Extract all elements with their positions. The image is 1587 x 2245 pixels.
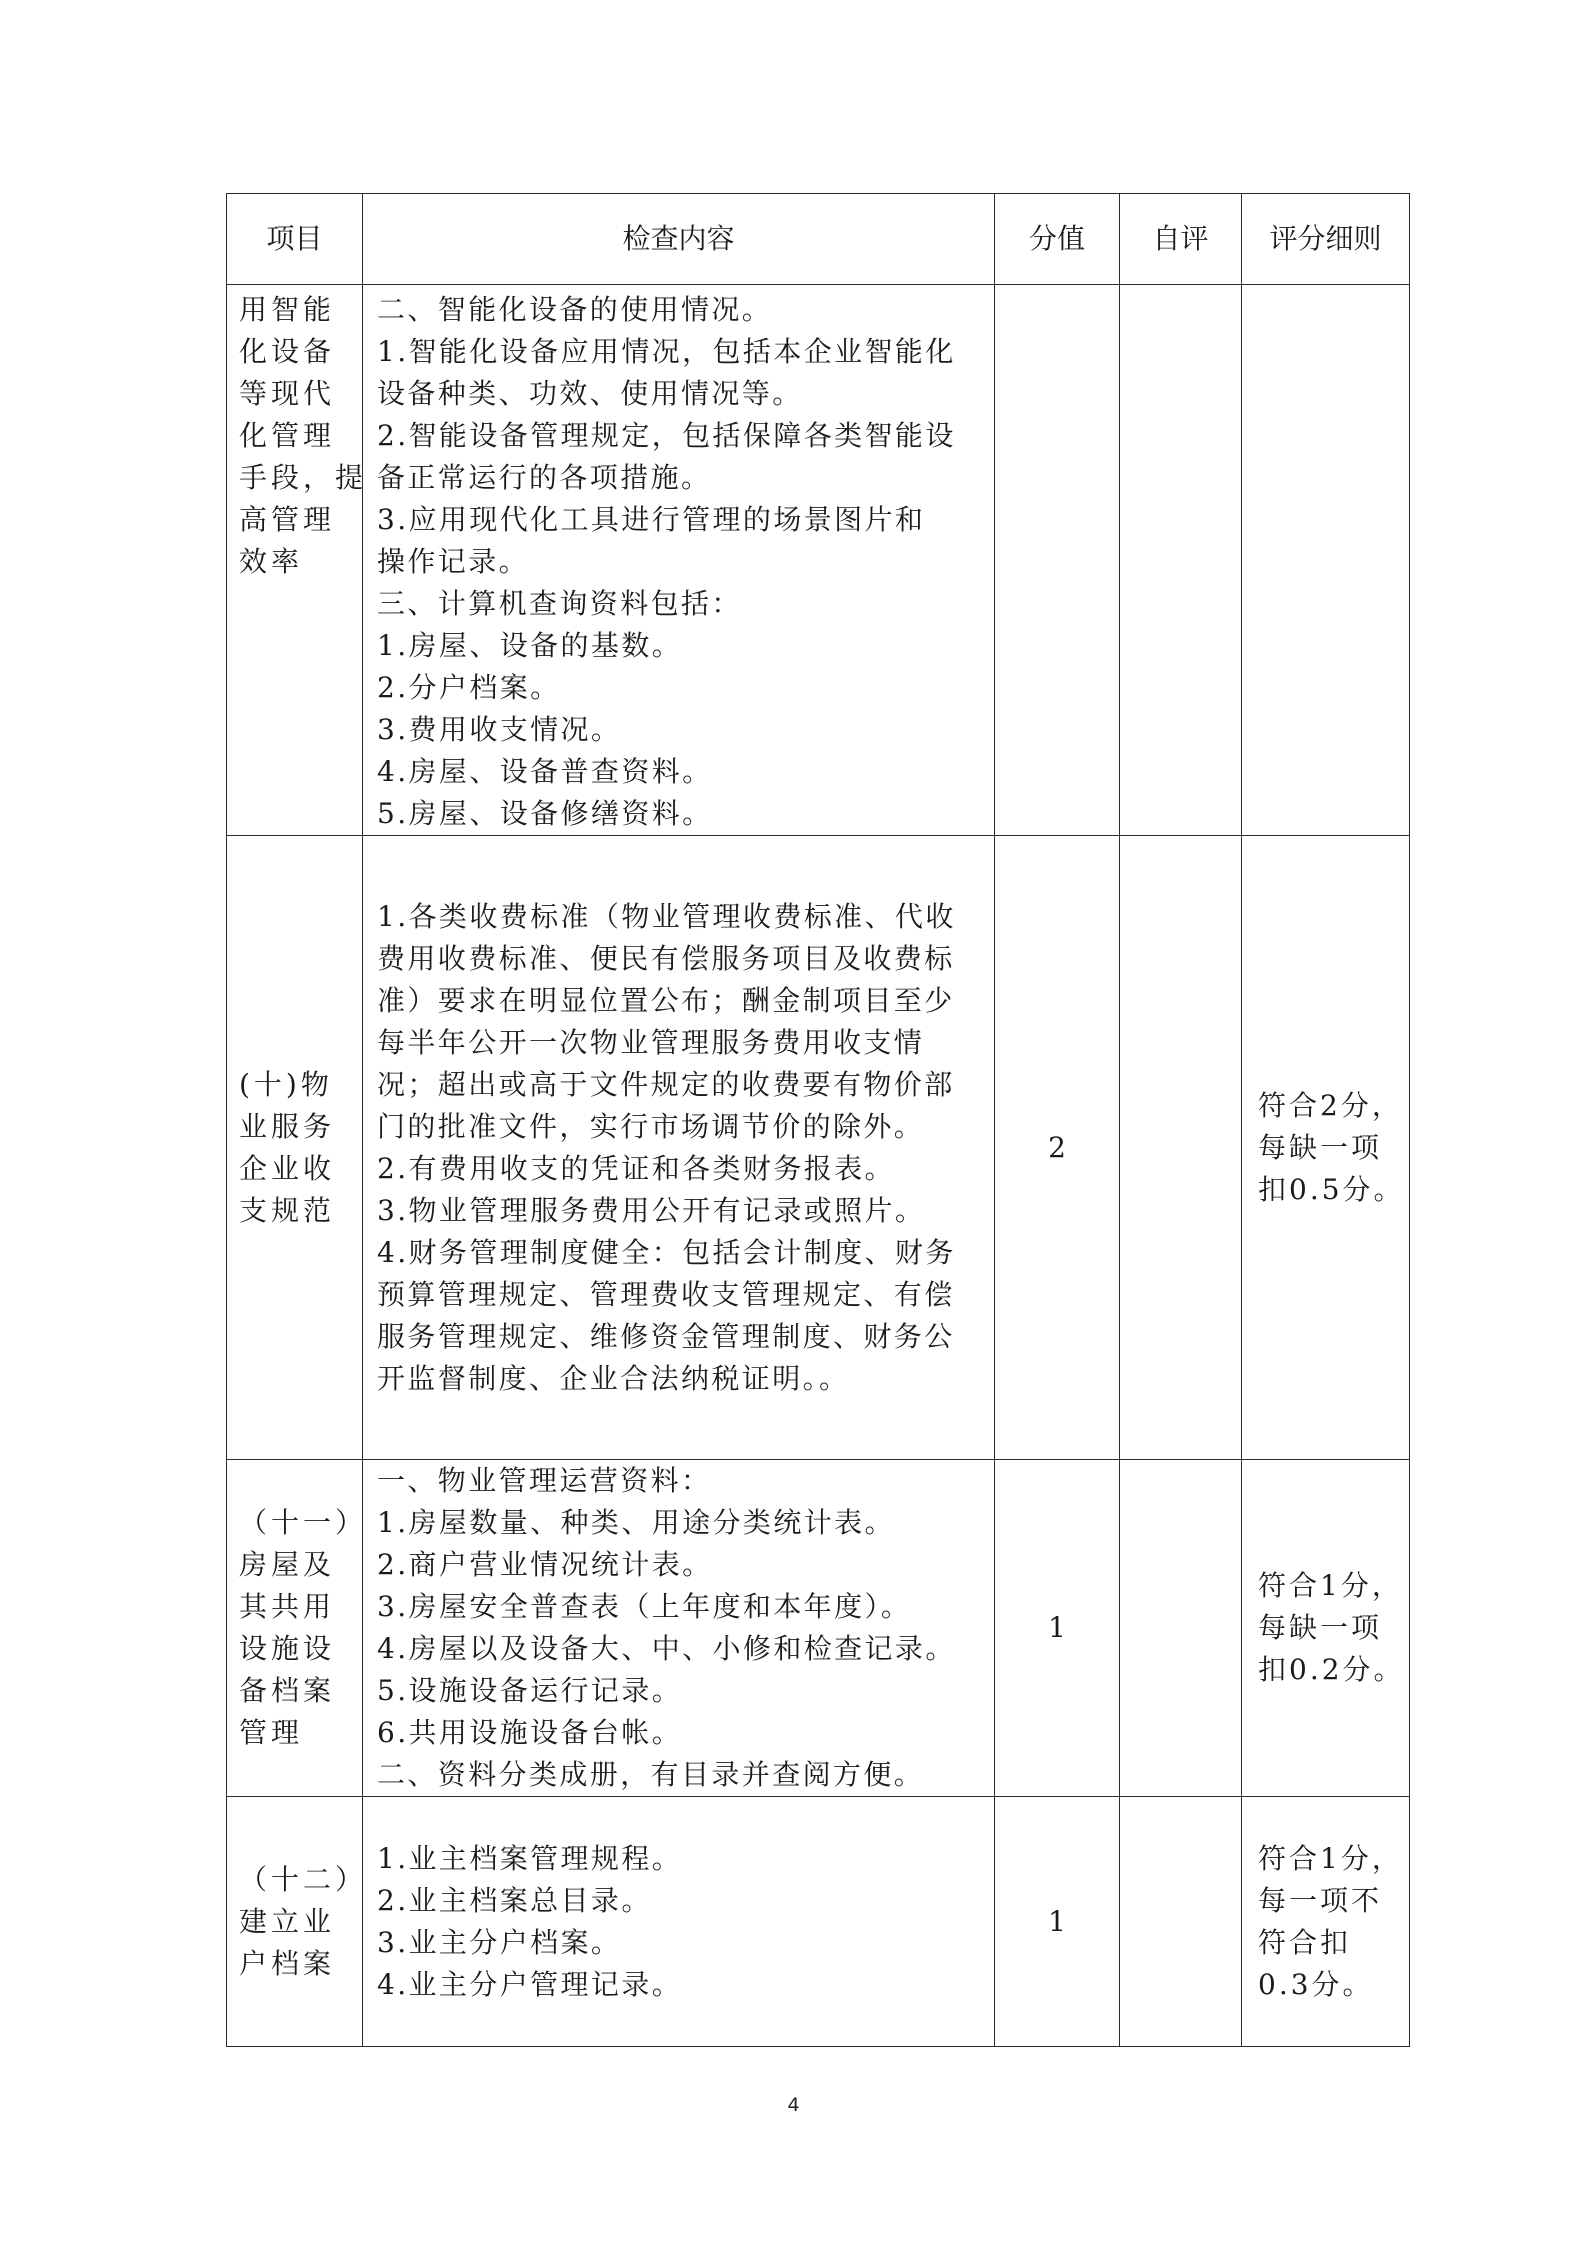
score-cell: 2 [995, 836, 1120, 1460]
table-row [227, 285, 1410, 836]
header-score: 分值 [995, 194, 1120, 285]
text-line: 支规范 [239, 1193, 336, 1227]
text-line: 户档案 [239, 1946, 336, 1980]
table-row [227, 1797, 1410, 2047]
text-line: 扣0.5分。 [1258, 1172, 1405, 1206]
table-row [227, 836, 1410, 1460]
text-line: 符合1分， [1258, 1569, 1403, 1602]
text-line: 况；超出或高于文件规定的收费要有物价部 [377, 1067, 955, 1101]
text-line: （十一） [239, 1506, 368, 1539]
content-cell [363, 1460, 995, 1797]
text-line: 4.业主分户管理记录。 [377, 1967, 683, 2001]
text-line: 4.财务管理制度健全：包括会计制度、财务 [377, 1235, 956, 1269]
text-line: 设备种类、功效、使用情况等。 [377, 377, 803, 410]
text-line: 备档案 [239, 1674, 336, 1707]
text-line: 2.智能设备管理规定，包括保障各类智能设 [377, 419, 956, 452]
text-line: 开监督制度、企业合法纳税证明。。 [377, 1361, 850, 1395]
text-line: 化设备 [239, 335, 336, 368]
text-line: 1.房屋、设备的基数。 [377, 629, 683, 662]
text-line: 效率 [239, 545, 304, 578]
text-line: 门的批准文件，实行市场调节价的除外。 [377, 1109, 925, 1143]
self-evaluation-cell[interactable] [1120, 1460, 1242, 1797]
content-cell [363, 1797, 995, 2047]
text-line: 符合2分， [1258, 1088, 1403, 1122]
text-line: 每一项不 [1258, 1883, 1383, 1917]
text-line: 2.有费用收支的凭证和各类财务报表。 [377, 1151, 895, 1185]
text-line: 准）要求在明显位置公布；酬金制项目至少 [377, 983, 955, 1017]
header-content: 检查内容 [363, 194, 995, 285]
text-line: 每缺一项 [1258, 1130, 1383, 1164]
text-line: 备正常运行的各项措施。 [377, 461, 712, 494]
table-header-row [227, 194, 1410, 285]
text-line: 业服务 [239, 1109, 336, 1143]
text-line: 1.房屋数量、种类、用途分类统计表。 [377, 1506, 895, 1539]
content-cell [363, 836, 995, 1460]
page-number: 4 [787, 2094, 800, 2116]
item-cell [227, 1797, 368, 2047]
header-item: 项目 [227, 194, 363, 285]
text-line: 3.物业管理服务费用公开有记录或照片。 [377, 1193, 926, 1227]
score-cell: 1 [995, 1797, 1120, 2047]
text-line: 扣0.2分。 [1258, 1653, 1405, 1686]
text-line: 1.智能化设备应用情况，包括本企业智能化 [377, 335, 956, 368]
text-line: 一、物业管理运营资料： [377, 1464, 712, 1497]
text-line: 2.商户营业情况统计表。 [377, 1548, 713, 1581]
item-cell [227, 1460, 368, 1797]
table-row [227, 1460, 1410, 1797]
text-line: 等现代 [239, 377, 336, 410]
scoring-rule-cell [1242, 836, 1410, 1460]
text-line: 3.业主分户档案。 [377, 1925, 622, 1959]
text-line: 1.业主档案管理规程。 [377, 1841, 683, 1875]
text-line: 操作记录。 [377, 545, 530, 578]
text-line: 化管理 [239, 419, 336, 452]
text-line: 费用收费标准、便民有偿服务项目及收费标 [377, 941, 955, 975]
text-line: （十二） [239, 1862, 368, 1896]
text-line: 每缺一项 [1258, 1611, 1383, 1644]
header-scoring-rules: 评分细则 [1242, 194, 1410, 285]
text-line: 三、计算机查询资料包括： [377, 587, 742, 620]
text-line: 6.共用设施设备台帐。 [377, 1716, 683, 1749]
text-line: 2.分户档案。 [377, 671, 561, 704]
item-cell [227, 285, 368, 836]
text-line: 建立业 [239, 1904, 336, 1938]
content-cell [363, 285, 995, 836]
text-line: 3.费用收支情况。 [377, 713, 622, 746]
text-line: 其共用 [239, 1590, 336, 1623]
text-line: 符合1分， [1258, 1841, 1403, 1875]
text-line: 二、资料分类成册，有目录并查阅方便。 [377, 1758, 925, 1791]
text-line: 5.设施设备运行记录。 [377, 1674, 683, 1707]
score-cell [995, 285, 1120, 836]
text-line: 每半年公开一次物业管理服务费用收支情 [377, 1025, 925, 1059]
text-line: 房屋及 [239, 1548, 336, 1581]
text-line: 管理 [239, 1716, 304, 1749]
self-evaluation-cell[interactable] [1120, 1797, 1242, 2047]
text-line: 二、智能化设备的使用情况。 [377, 293, 773, 326]
scoring-rule-cell [1242, 1460, 1410, 1797]
text-line: 高管理 [239, 503, 336, 536]
text-line: 4.房屋、设备普查资料。 [377, 755, 713, 788]
text-line: 5.房屋、设备修缮资料。 [377, 797, 713, 830]
text-line: 符合扣 [1258, 1925, 1352, 1959]
text-line: 3.应用现代化工具进行管理的场景图片和 [377, 503, 926, 536]
text-line: 企业收 [239, 1151, 336, 1185]
text-line: 预算管理规定、管理费收支管理规定、有偿 [377, 1277, 955, 1311]
text-line: 0.3分。 [1258, 1967, 1374, 2001]
scoring-rule-cell [1242, 1797, 1410, 2047]
score-cell: 1 [995, 1460, 1120, 1797]
text-line: 1.各类收费标准（物业管理收费标准、代收 [377, 899, 956, 933]
inspection-table [226, 193, 1410, 2047]
self-evaluation-cell[interactable] [1120, 836, 1242, 1460]
header-self-evaluation: 自评 [1120, 194, 1242, 285]
text-line: 用智能 [239, 293, 336, 326]
text-line: 2.业主档案总目录。 [377, 1883, 652, 1917]
text-line: 手段，提 [239, 461, 368, 494]
text-line: (十)物 [239, 1067, 333, 1101]
text-line: 4.房屋以及设备大、中、小修和检查记录。 [377, 1632, 956, 1665]
text-line: 3.房屋安全普查表（上年度和本年度）。 [377, 1590, 912, 1623]
text-line: 服务管理规定、维修资金管理制度、财务公 [377, 1319, 955, 1353]
self-evaluation-cell[interactable] [1120, 285, 1242, 836]
item-cell [227, 836, 363, 1460]
scoring-rule-cell [1242, 285, 1410, 836]
text-line: 设施设 [239, 1632, 336, 1665]
